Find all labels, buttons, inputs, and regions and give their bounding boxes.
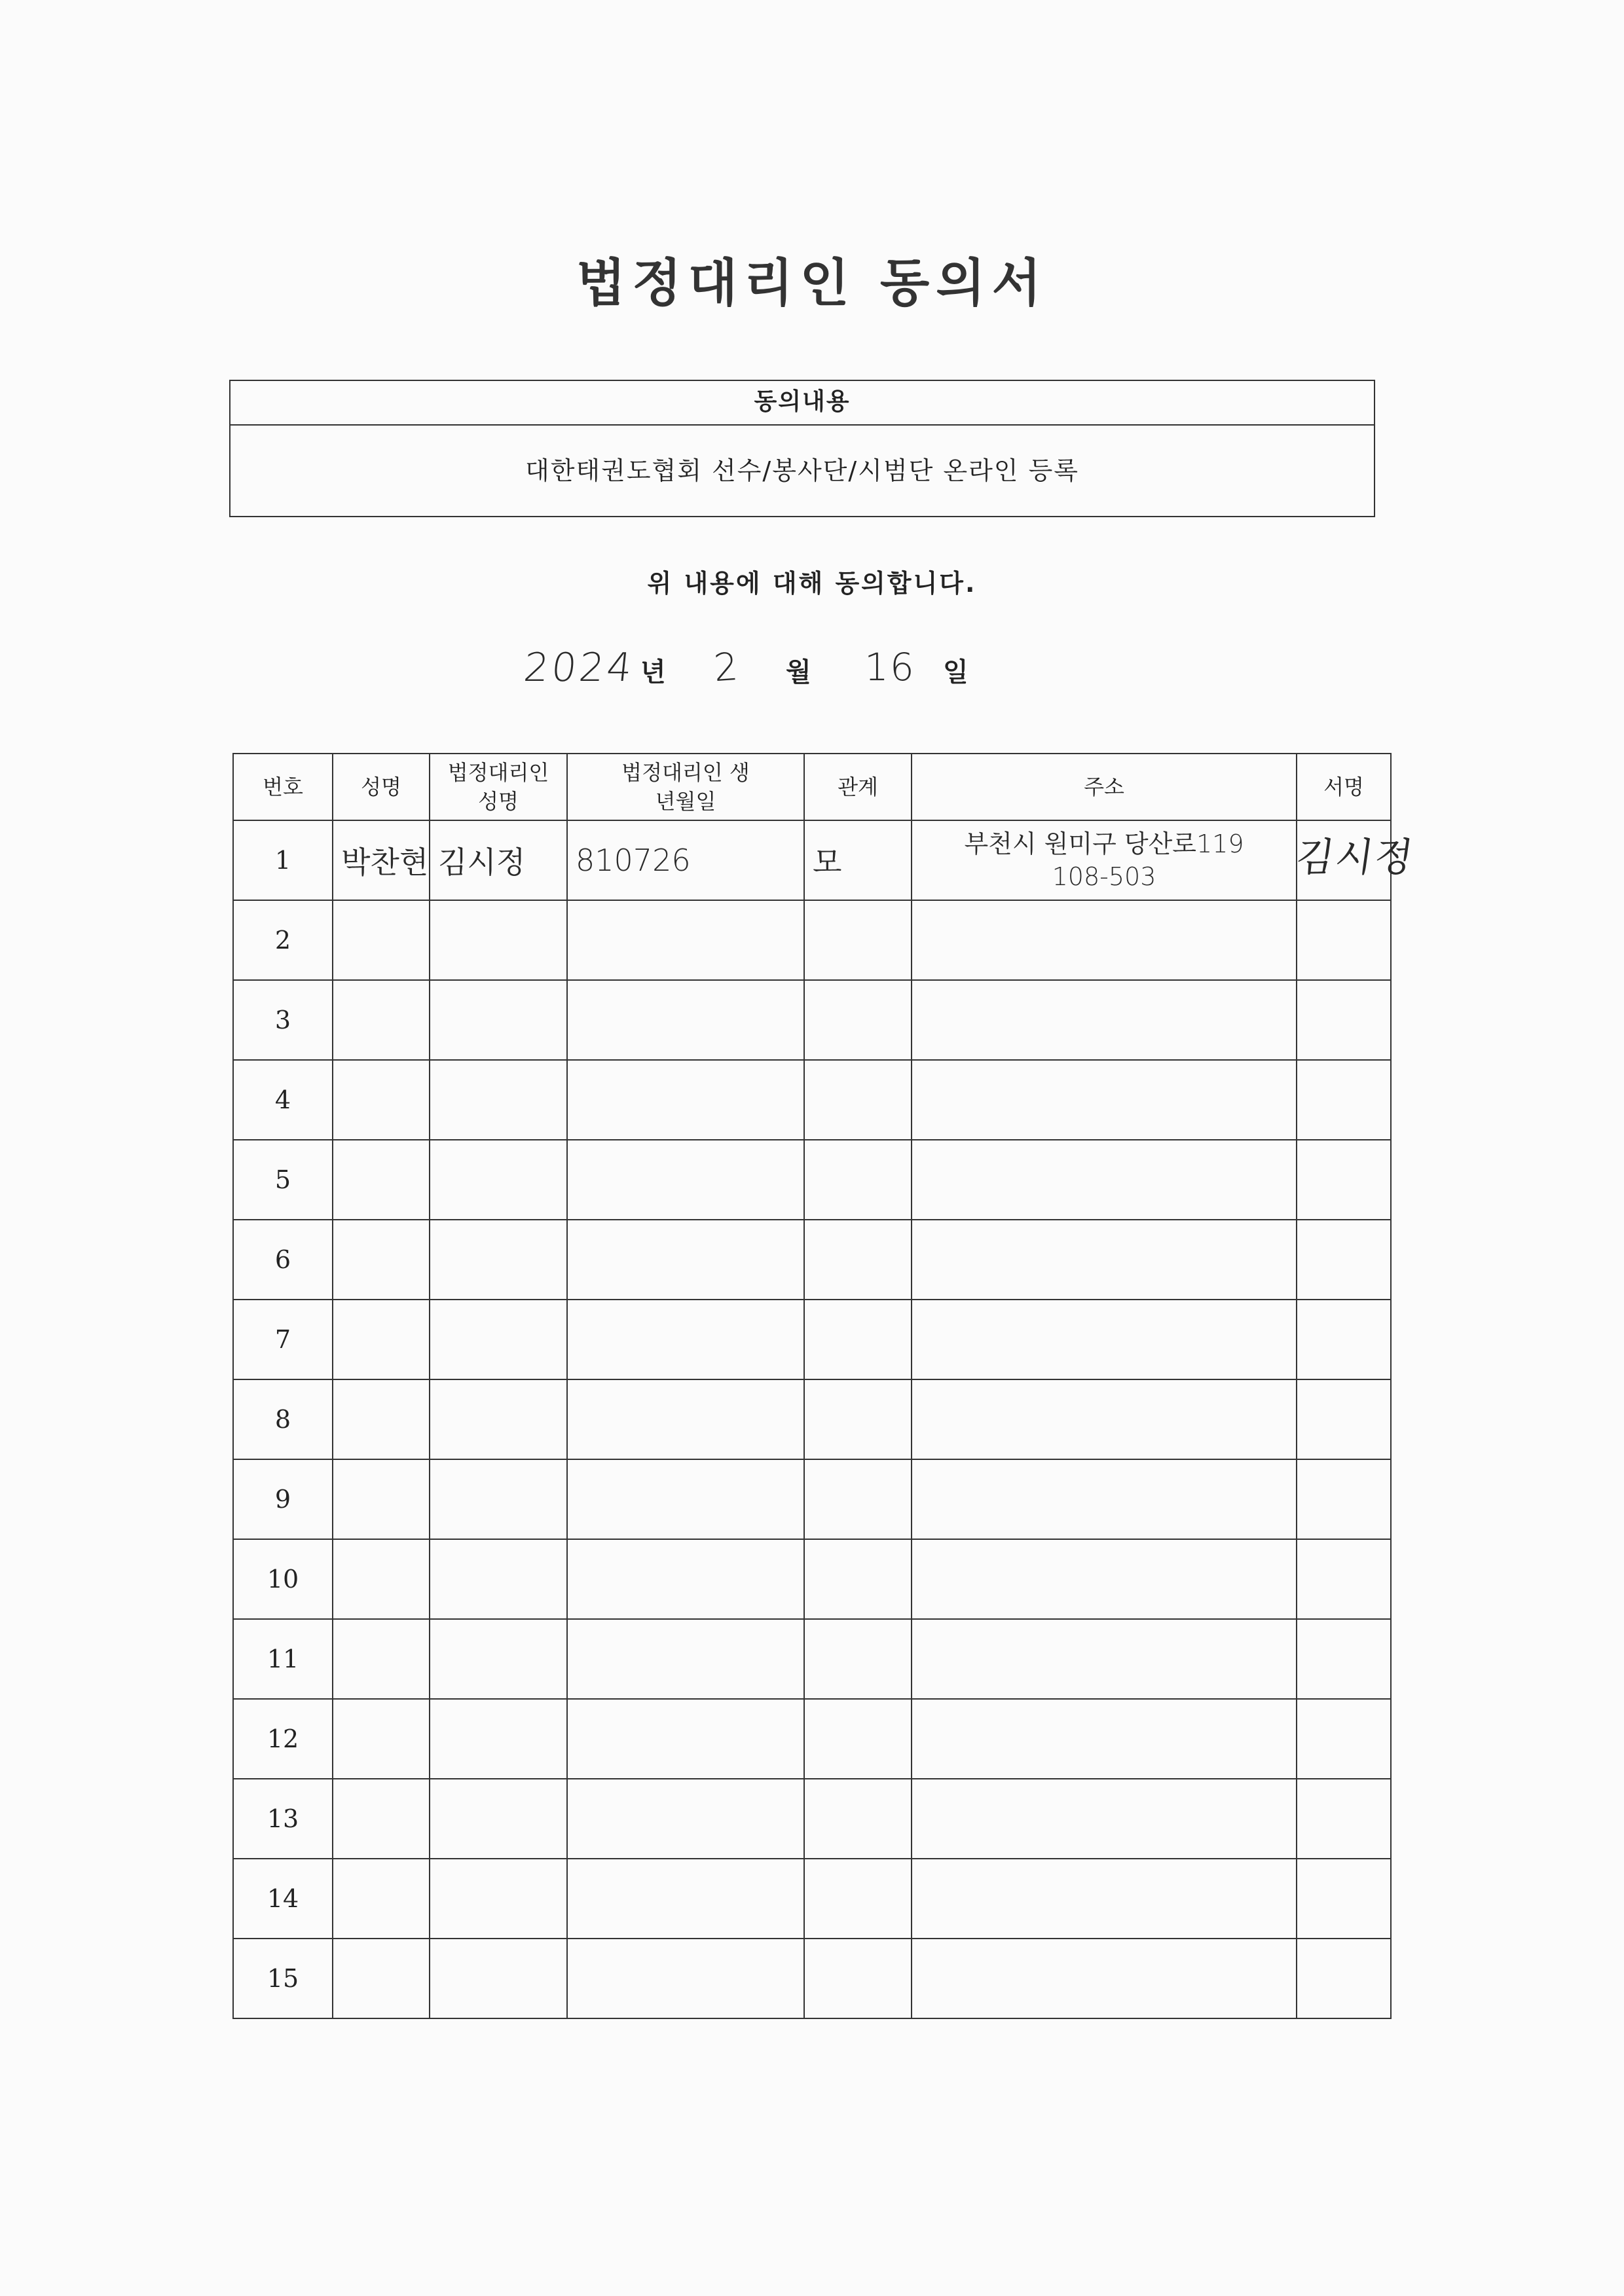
relation [804,1939,912,2018]
header-number: 번호 [233,754,333,820]
signature-cell [1297,1060,1391,1140]
row-number [233,1459,333,1539]
signature-cell [1297,1939,1391,2018]
row-number-text: 9 [274,1485,291,1514]
student-name [333,1140,430,1220]
relation [804,1140,912,1220]
table-row [233,980,1391,1060]
student-name [333,1220,430,1300]
guardian-birthdate [567,1779,804,1859]
consent-box [229,380,1375,517]
guardian-name [430,1859,567,1939]
guardian-name [430,1300,567,1379]
row-number [233,1939,333,2018]
guardian-name [430,1779,567,1859]
date-day: 16 [864,645,915,689]
relation [804,1619,912,1699]
address [912,1779,1297,1859]
agreement-statement: 위 내용에 대해 동의합니다. [647,569,977,598]
guardian-name [430,1140,567,1220]
date-line [517,645,1107,704]
student-name [333,900,430,980]
student-name [333,1779,430,1859]
guardian-birthdate [567,1539,804,1619]
signature-cell [1297,1619,1391,1699]
guardian-name-text: 김시정 [438,845,526,880]
guardian-birthdate [567,1060,804,1140]
guardian-birthdate [567,1379,804,1459]
header-guardian-name: 법정대리인 성명 [430,754,567,820]
date-year: 2024 [521,645,637,691]
student-name [333,1699,430,1779]
signature-cell [1297,1859,1391,1939]
row-number-text: 14 [267,1884,299,1913]
table-row [233,1220,1391,1300]
table-row [233,1539,1391,1619]
relation [804,1300,912,1379]
guardian-name [430,1220,567,1300]
row-number-text: 10 [267,1565,299,1594]
page-title: 법정대리인 동의서 [576,254,1048,313]
student-name [333,1619,430,1699]
student-name [333,1939,430,2018]
student-name [333,1060,430,1140]
address [912,900,1297,980]
signature-cell [1297,1300,1391,1379]
row-number-text: 11 [267,1645,299,1673]
guardian-name [430,1699,567,1779]
row-number-text: 5 [274,1165,291,1194]
signature-cell [1297,1379,1391,1459]
row-number [233,1300,333,1379]
address [912,1379,1297,1459]
relation [804,1060,912,1140]
table-row [233,1459,1391,1539]
guardian-name [430,820,567,900]
row-number [233,1140,333,1220]
row-number [233,1779,333,1859]
signature-cell [1297,1699,1391,1779]
student-name [333,980,430,1060]
table-row [233,1779,1391,1859]
relation [804,980,912,1060]
consent-body: 대한태권도협회 선수/봉사단/시범단 온라인 등록 [525,456,1079,485]
relation [804,1459,912,1539]
address [912,820,1297,900]
guardian-birthdate [567,1140,804,1220]
student-name [333,1539,430,1619]
relation [804,900,912,980]
guardian-name [430,900,567,980]
row-number-text: 6 [274,1245,291,1274]
row-number-text: 8 [274,1405,291,1434]
guardian-signature: 김시정 [1293,835,1418,881]
guardian-birthdate [567,1619,804,1699]
signature-cell [1297,1779,1391,1859]
relation [804,1220,912,1300]
row-number-text: 4 [274,1085,291,1114]
row-number-text: 15 [267,1964,299,1993]
address [912,1220,1297,1300]
guardian-birthdate [567,1939,804,2018]
student-name-text: 박찬현 [341,845,429,880]
row-number [233,1699,333,1779]
date-year-label: 년 [640,657,666,687]
guardian-name [430,1939,567,2018]
guardian-name [430,1539,567,1619]
table-row [233,1140,1391,1220]
row-number-text: 13 [267,1804,299,1833]
row-number-text: 7 [274,1325,291,1354]
relation [804,1859,912,1939]
address [912,1539,1297,1619]
header-relation: 관계 [804,754,912,820]
guardian-name [430,1619,567,1699]
row-number-text: 3 [274,1006,291,1034]
address [912,1459,1297,1539]
row-number [233,1060,333,1140]
table-row [233,1699,1391,1779]
address [912,1939,1297,2018]
guardian-birthdate [567,980,804,1060]
date-month-label: 월 [786,657,811,687]
signature-cell [1297,1459,1391,1539]
address [912,1140,1297,1220]
address-line-2: 108-503 [1052,862,1156,891]
address [912,1619,1297,1699]
header-address: 주소 [912,754,1297,820]
row-number [233,980,333,1060]
table-row [233,1060,1391,1140]
relation [804,1539,912,1619]
row-number [233,1859,333,1939]
address [912,1699,1297,1779]
row-number-text: 1 [274,846,291,875]
row-number [233,1619,333,1699]
header-name: 성명 [333,754,430,820]
guardian-name [430,980,567,1060]
guardian-birthdate [567,1459,804,1539]
signature-cell [1297,980,1391,1060]
table-row [233,820,1391,900]
guardian-birthdate-text: 810726 [576,843,691,878]
student-name [333,1459,430,1539]
guardian-birthdate [567,900,804,980]
guardian-birthdate [567,1300,804,1379]
signature-cell [1297,1539,1391,1619]
table-row [233,1939,1391,2018]
guardian-table [232,753,1392,2019]
row-number-text: 12 [267,1724,299,1753]
table-row [233,1300,1391,1379]
row-number-text: 2 [274,926,291,955]
guardian-birthdate [567,820,804,900]
consent-header: 동의내용 [231,381,1374,426]
address [912,1060,1297,1140]
table-row [233,1859,1391,1939]
address [912,1859,1297,1939]
table-header-row [233,754,1391,820]
row-number [233,1220,333,1300]
row-number [233,900,333,980]
guardian-birthdate [567,1699,804,1779]
table-row [233,1379,1391,1459]
guardian-name [430,1379,567,1459]
guardian-name [430,1459,567,1539]
relation [804,1699,912,1779]
header-guardian-birth: 법정대리인 생년월일 [567,754,804,820]
guardian-birthdate [567,1859,804,1939]
row-number [233,1379,333,1459]
signature-cell [1297,900,1391,980]
student-name [333,1859,430,1939]
header-signature: 서명 [1297,754,1391,820]
address-line-1: 부천시 원미구 당산로119 [964,829,1244,858]
student-name [333,1379,430,1459]
table-row [233,1619,1391,1699]
row-number [233,1539,333,1619]
student-name [333,1300,430,1379]
address [912,980,1297,1060]
relation-text: 모 [813,845,842,880]
table-row [233,900,1391,980]
student-name [333,820,430,900]
signature-cell [1297,1140,1391,1220]
relation [804,1379,912,1459]
relation [804,1779,912,1859]
signature-cell [1297,1220,1391,1300]
address [912,1300,1297,1379]
guardian-name [430,1060,567,1140]
row-number [233,820,333,900]
date-month: 2 [712,644,740,691]
relation [804,820,912,900]
guardian-birthdate [567,1220,804,1300]
date-day-label: 일 [943,657,969,687]
